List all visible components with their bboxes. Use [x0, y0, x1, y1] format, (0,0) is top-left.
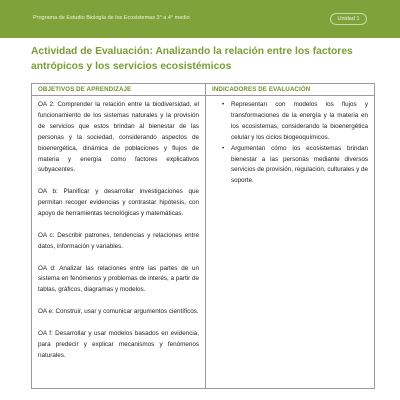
- objective-item: OA f: Desarrollar y usar modelos basados en evidencia, para predecir y explicar mecanismos y fenómenos naturales.: [38, 329, 199, 359]
- activity-title: Actividad de Evaluación: Analizando la relación entre los factores antrópicos y los servicios ecosistémicos: [31, 46, 353, 72]
- indicator-text: Representan con modelos los flujos y transformaciones de la energía y la materia en los ecosistemas, considerando la bioenergética celular y los ciclos biogeoquímicos.: [231, 101, 368, 141]
- unit-badge: Unidad 1: [330, 13, 367, 25]
- indicators-list: [206, 96, 374, 187]
- header-bar: [0, 0, 400, 38]
- indicator-item: [222, 100, 368, 144]
- indicator-text: Argumentan cómo los ecosistemas brindan bienestar a las personas mediante diversos servicios de provisión, regulación, culturales y de soporte.: [231, 144, 368, 185]
- objective-item: OA d: Analizar las relaciones entre las partes de un sistema en fenómenos y problemas de interés, a partir de tablas, gráficos, diagramas y modelos.: [38, 264, 199, 294]
- program-title: Programa de Estudio Biología de los Ecosistemas 3° a 4° medio: [33, 15, 190, 21]
- indicators-header: INDICADORES DE EVALUACIÓN: [206, 84, 374, 96]
- indicator-item: [222, 144, 368, 188]
- evaluation-table: [31, 83, 375, 389]
- bullet-icon: •: [222, 101, 225, 108]
- objectives-header: OBJETIVOS DE APRENDIZAJE: [32, 84, 205, 96]
- objectives-column: [32, 84, 205, 388]
- objective-item: OA b: Planificar y desarrollar investigaciones que permitan recoger evidencias y contrastar hipótesis, con apoyo de herramientas tecnológicas y matemáticas.: [38, 188, 199, 218]
- indicators-column: [206, 84, 374, 388]
- bullet-icon: •: [222, 144, 225, 152]
- objective-item: OA e: Construir, usar y comunicar argumentos científicos.: [38, 308, 199, 316]
- objective-item: OA 2: Comprender la relación entre la biodiversidad, el funcionamiento de los sistemas naturales y la provisión de servicios que estos brindan al bienestar de las personas y la sociedad, considerando aspectos de bioenergética, dinámica de poblaciones y flujos de materia y energía como factores explicativos subyacentes.: [38, 101, 199, 174]
- objectives-list: [32, 96, 205, 362]
- objective-item: OA c: Describir patrones, tendencias y relaciones entre datos, información y variables.: [38, 231, 199, 250]
